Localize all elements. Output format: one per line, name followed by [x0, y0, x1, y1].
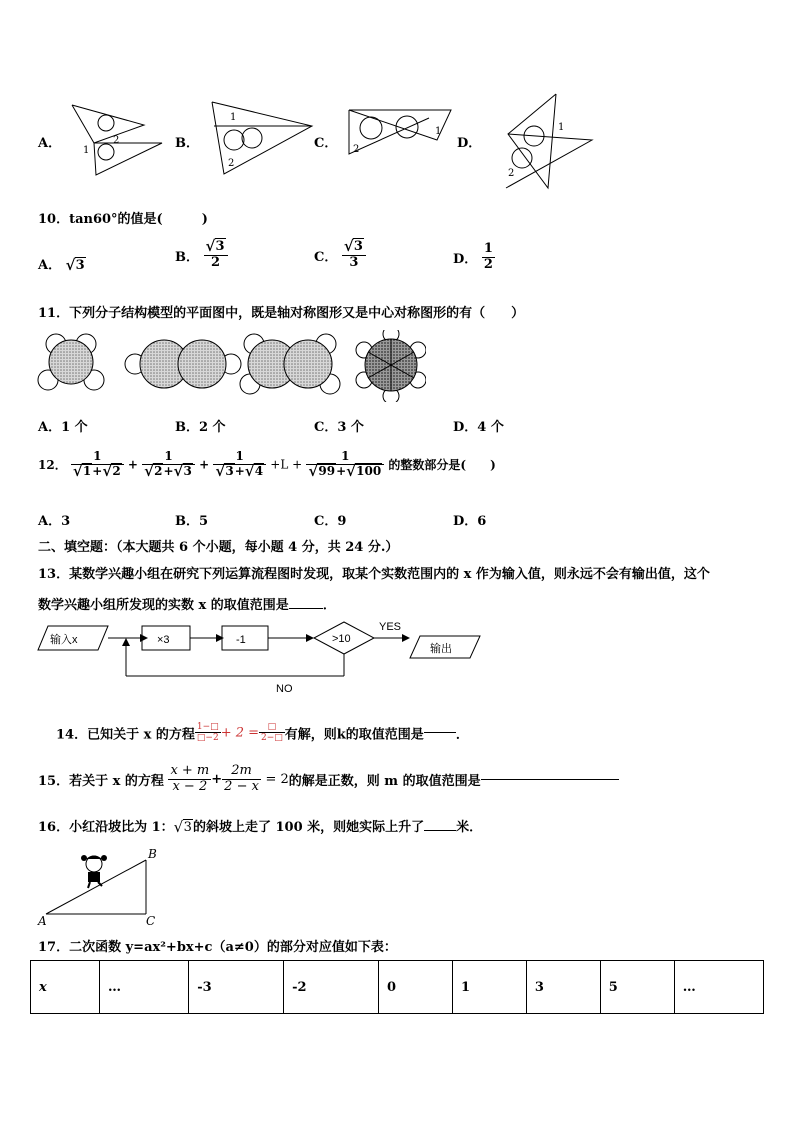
q16-end: 米．	[456, 820, 483, 835]
flow-compare: >10	[332, 633, 351, 645]
q10-d-letter: D．	[453, 251, 478, 267]
q10-c-den: 3	[342, 255, 366, 271]
q9-option-b-label: B．	[175, 136, 199, 151]
q10-a-sqrt	[66, 258, 86, 273]
q12-fraction-4: 1 √ 99+√ 100	[306, 450, 384, 479]
table-cell: -2	[284, 961, 379, 1014]
table-cell: 3	[526, 961, 600, 1014]
q9-d-label-1: 1	[558, 122, 565, 133]
q12-fraction-1: 1 √ 1+√ 2	[71, 450, 124, 479]
q12-plus-1: +	[127, 457, 138, 472]
q11-stem: 11．下列分子结构模型的平面图中，既是轴对称图形又是中心对称图形的有（ ）	[38, 306, 525, 321]
q16-stem	[38, 816, 482, 835]
q10-b-letter: B．	[175, 249, 199, 265]
q10-c-letter: C．	[314, 249, 338, 265]
table-cell: 1	[452, 961, 526, 1014]
q14-fraction-1: $\frac{1-□}{□-2}$	[196, 722, 219, 744]
q10-option-a	[38, 254, 86, 273]
q15-prefix: 15．若关于 x 的方程	[38, 773, 164, 789]
q9-a-label-2: 2	[113, 135, 120, 146]
table-cell: 0	[379, 961, 453, 1014]
q9-b-label-1: 1	[230, 112, 237, 123]
q11-option-c: C．3 个	[314, 420, 364, 435]
table-row	[31, 961, 764, 1014]
q12-option-d: D．6	[453, 514, 487, 529]
q12-suffix: 的整数部分是( )	[388, 457, 496, 472]
q13-line-2-text: 数学兴趣小组所发现的实数 x 的取值范围是	[38, 598, 289, 613]
q10-d-den: 2	[483, 256, 493, 272]
q13-line-1: 13．某数学兴趣小组在研究下列运算流程图时发现，取某个实数范围内的 x 作为输入值，则永远不会有输出值，这个	[38, 567, 710, 582]
q11-option-d: D．4 个	[453, 420, 504, 435]
q10-option-b	[175, 240, 228, 271]
q12-stem	[38, 450, 496, 479]
q14-prefix: 14．已知关于 x 的方程	[56, 727, 195, 743]
q13-answer-blank[interactable]	[289, 608, 323, 609]
flow-yes: YES	[379, 621, 402, 633]
q15-eq: = 2	[265, 771, 289, 787]
q15-answer-blank[interactable]	[481, 779, 619, 780]
q17-value-table	[30, 960, 764, 1014]
molecule-2	[125, 340, 241, 388]
flow-no: NO	[276, 683, 293, 695]
q10-stem: 10．tan60°的值是( )	[38, 212, 208, 227]
point-a-label: A	[38, 914, 47, 928]
molecule-1	[38, 334, 104, 390]
q17-stem: 17．二次函数 y=ax²+bx+c（a≠0）的部分对应值如下表：	[38, 940, 397, 955]
q9-c-label-1: 1	[435, 126, 442, 137]
q10-d-num: 1	[483, 241, 493, 256]
q15-plus: +	[211, 771, 223, 787]
q15-stem	[38, 764, 619, 795]
q11-molecule-figures	[36, 330, 426, 402]
point-b-label: B	[148, 847, 157, 861]
q9-c-label-2: 2	[353, 144, 360, 155]
table-cell: …	[99, 961, 188, 1014]
q12-prefix: 12．	[38, 457, 67, 472]
q16-answer-blank[interactable]	[424, 830, 456, 831]
q15-suffix: 的解是正数，则 m 的取值范围是	[288, 773, 481, 789]
q12-plus-2: +	[199, 457, 210, 472]
q10-c-rad: 3	[353, 239, 363, 254]
q10-b-rad: 3	[215, 239, 225, 254]
q14-mid: + 2 =	[220, 725, 260, 741]
q11-option-a: A．1 个	[38, 420, 88, 435]
q15-fraction-1: $\frac{x + m}{x - 2}$	[170, 763, 210, 794]
section-2-heading: 二、填空题：（本大题共 6 个小题，每小题 4 分，共 24 分.）	[38, 540, 399, 555]
table-cell: 5	[600, 961, 674, 1014]
q13-line-2-end: ．	[322, 598, 336, 613]
q9-option-a-label: A．	[38, 136, 62, 151]
q11-option-b: B．2 个	[175, 420, 226, 435]
flow-times3: ×3	[157, 634, 170, 646]
q13-flowchart	[36, 618, 486, 700]
q9-d-label-2: 2	[508, 168, 515, 179]
q16-slope-figure	[36, 846, 166, 928]
table-cell: -3	[189, 961, 284, 1014]
flow-output: 输出	[430, 643, 452, 655]
molecule-4	[356, 330, 426, 402]
table-cell: x	[31, 961, 100, 1014]
q16-sqrt: √ 3	[174, 820, 193, 835]
q14-answer-blank[interactable]	[424, 732, 456, 733]
q12-fraction-2: 1 √ 2+√ 3	[142, 450, 195, 479]
q14-suffix: 有解，则k的取值范围是	[284, 727, 424, 743]
q12-option-a: A．3	[38, 514, 71, 529]
q12-fraction-3: 1 √ 3+√ 4	[213, 450, 266, 479]
flow-input: 输入x	[50, 634, 78, 646]
table-cell: …	[674, 961, 763, 1014]
q10-a-letter: A．	[38, 258, 62, 273]
point-c-label: C	[146, 914, 156, 928]
q10-option-d	[453, 242, 495, 273]
q9-figure-a	[70, 103, 170, 178]
q16-prefix: 16．小红沿坡比为 1：	[38, 820, 174, 835]
q9-option-d-label: D．	[457, 136, 482, 151]
q14-stem	[56, 722, 469, 744]
q12-ellipsis: +L +	[270, 457, 303, 472]
q9-a-label-1: 1	[83, 145, 90, 156]
q9-figure-d	[500, 92, 595, 190]
q9-figure-c	[345, 106, 457, 158]
q12-option-c: C．9	[314, 514, 347, 529]
q9-option-c-label: C．	[314, 136, 338, 151]
q14-end: ．	[455, 727, 469, 743]
q14-fraction-2: $\frac{□}{2-□}$	[261, 722, 283, 744]
q10-a-rad: 3	[75, 258, 85, 273]
q12-option-b: B．5	[175, 514, 209, 529]
q15-fraction-2: $\frac{2m}{2 - x}$	[224, 763, 259, 794]
q13-line-2	[38, 594, 336, 613]
q9-b-label-2: 2	[228, 158, 235, 169]
q16-suffix: 的斜坡上走了 100 米，则她实际上升了	[192, 820, 425, 835]
q10-option-c	[314, 240, 366, 271]
molecule-3	[240, 334, 340, 394]
q9-figure-b	[208, 100, 323, 178]
q10-b-den: 2	[204, 255, 228, 271]
flow-minus1: -1	[236, 634, 246, 646]
